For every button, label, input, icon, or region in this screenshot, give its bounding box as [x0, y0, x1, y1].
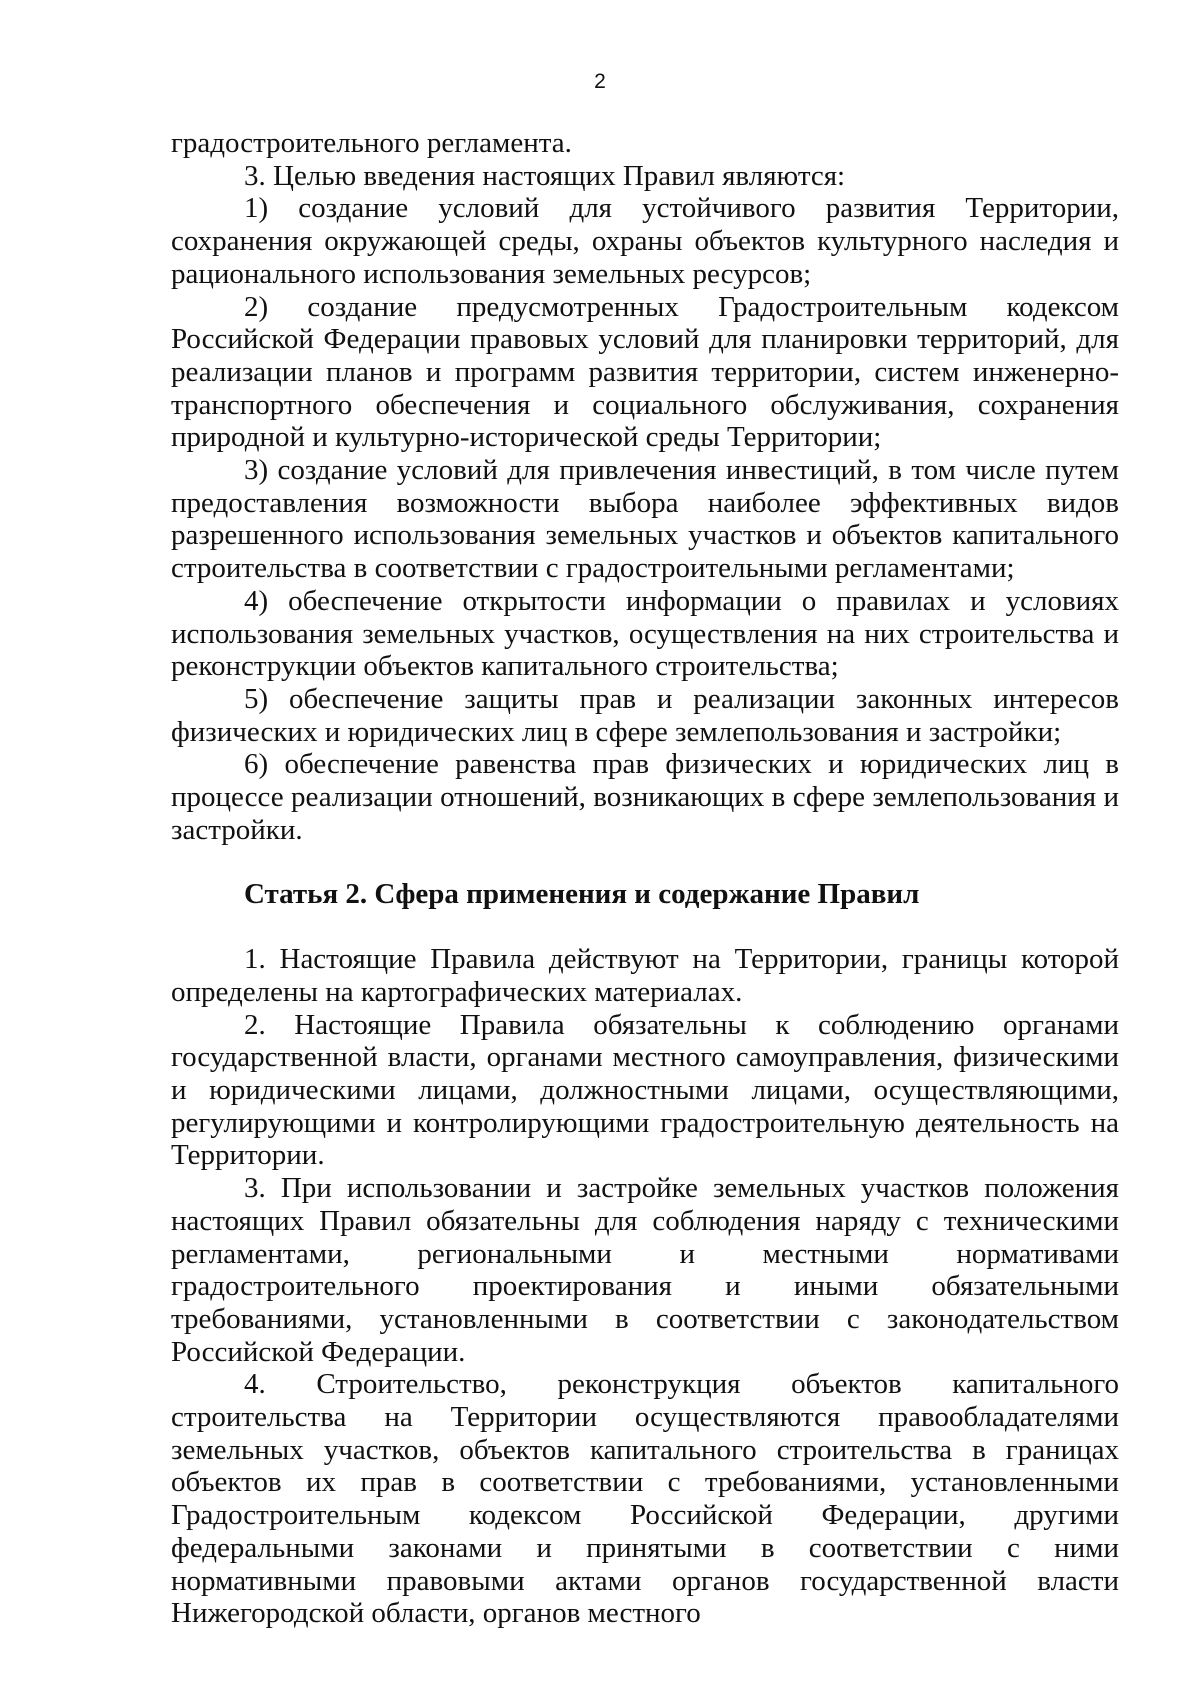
subitem-5: 5) обеспечение защиты прав и реализации законных интересов физических и юридических лиц в сфере землепользования и застройки; — [171, 682, 1119, 748]
subitem-1: 1) создание условий для устойчивого развития Территории, сохранения окружающей среды, охраны объектов культурного наследия и рационального использования земельных ресурсов; — [171, 192, 1119, 290]
page-number: 2 — [594, 70, 606, 93]
spacer — [171, 846, 1119, 878]
paragraph-continuation: градостроительного регламента. — [171, 127, 572, 159]
paragraph-item-3: 3. Целью введения настоящих Правил являются: — [244, 159, 846, 192]
subitem-3: 3) создание условий для привлечения инвестиций, в том числе путем предоставления возможности выбора наиболее эффективных видов разрешенного использования земельных участков и объектов капитального строительства в соответствии с градостроительными регламентами; — [171, 454, 1119, 585]
article-paragraph-1: 1. Настоящие Правила действуют на Территории, границы которой определены на картографических материалах. — [171, 943, 1119, 1008]
spacer — [171, 911, 1119, 943]
article-paragraph-2: 2. Настоящие Правила обязательны к соблюдению органами государственной власти, органами местного самоуправления, физическими и юридическими лицами, должностными лицами, осуществляющими, регулирующими и контролирующими градостроительную деятельность на Территории. — [171, 1008, 1119, 1172]
article-paragraph-3: 3. При использовании и застройке земельных участков положения настоящих Правил обязательны для соблюдения наряду с техническими регламентами, региональными и местными нормативами градостроительного проектирования и иными обязательными требованиями, установленными в соответствии с законодательством Российской Федерации. — [171, 1172, 1119, 1368]
subitem-4: 4) обеспечение открытости информации о правилах и условиях использования земельных участков, осуществления на них строительства и реконструкции объектов капитального строительства; — [171, 584, 1119, 683]
article-paragraph-4: 4. Строительство, реконструкция объектов капитального строительства на Территории осуществляются правообладателями земельных участков, объектов капитального строительства в границах объектов их прав в соответствии с требованиями, установленными Градостроительным кодексом Российской Федерации, другими федеральными законами и принятыми в соответствии с ними нормативными правовыми актами органов государственной власти Нижегородской области, органов местного — [171, 1368, 1119, 1630]
subitem-6: 6) обеспечение равенства прав физических и юридических лиц в процессе реализации отношений, возникающих в сфере землепользования и застройки. — [171, 748, 1119, 846]
document-body — [171, 127, 1119, 1630]
subitem-2: 2) создание предусмотренных Градостроительным кодексом Российской Федерации правовых условий для планировки территорий, для реализации планов и программ развития территории, систем инженерно-транспортного обеспечения и социального обслуживания, сохранения природной и культурно-исторической среды Территории; — [171, 290, 1119, 454]
article-heading: Статья 2. Сфера применения и содержание Правил — [244, 878, 920, 911]
